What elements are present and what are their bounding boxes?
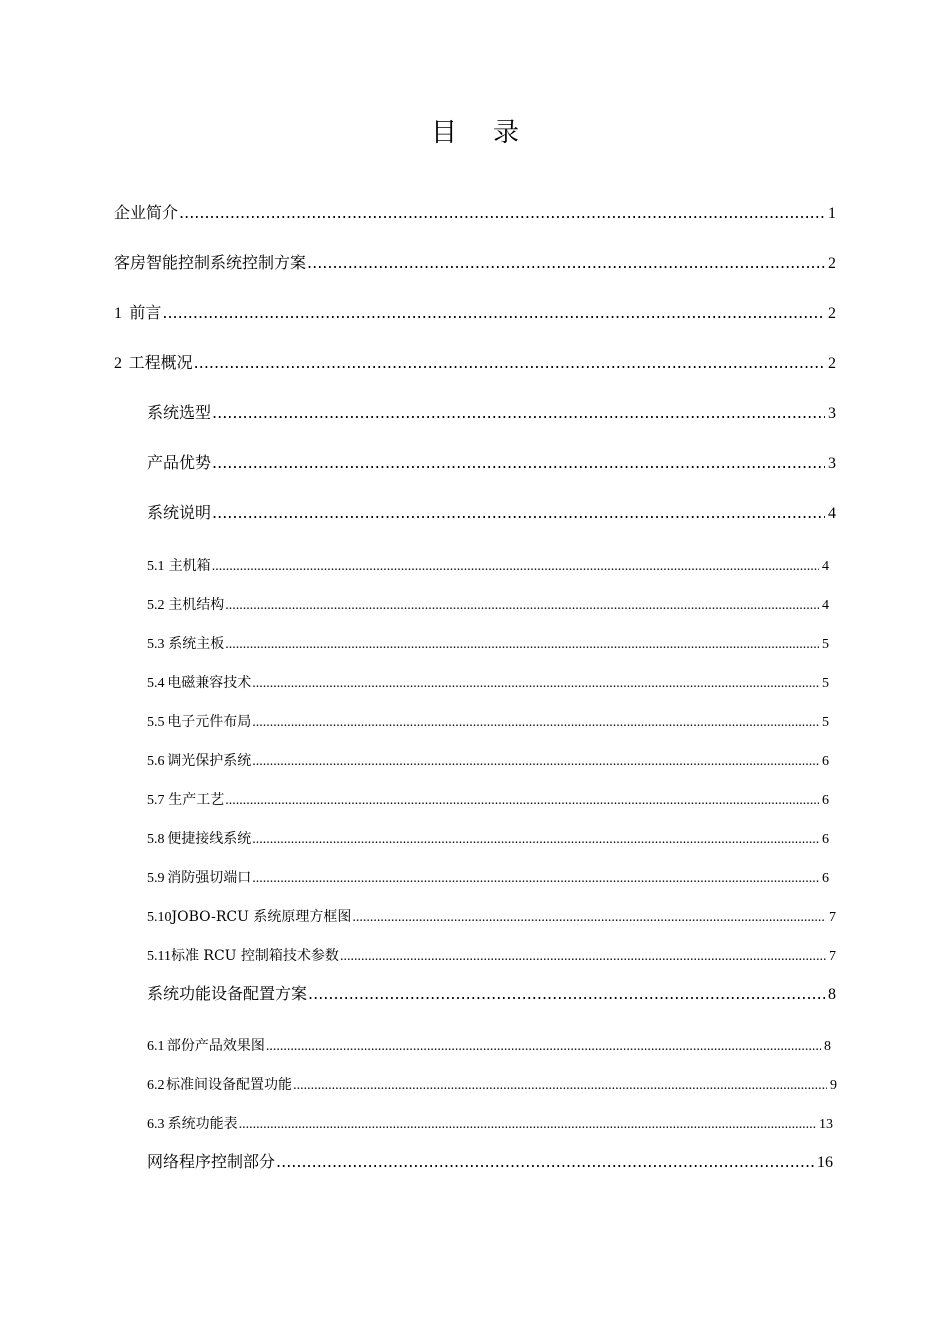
toc-entry-number: 5.11 bbox=[147, 949, 171, 964]
toc-entry-number: 5.1 bbox=[147, 559, 165, 574]
toc-entry-label: 企业简介 bbox=[114, 203, 179, 222]
toc-leader-dots bbox=[308, 984, 825, 1003]
toc-entry-page: 4 bbox=[822, 559, 829, 574]
toc-leader-dots bbox=[194, 353, 825, 372]
toc-entry-number: 5.6 bbox=[147, 754, 165, 769]
toc-entry-page: 9 bbox=[830, 1078, 837, 1093]
toc-leader-dots bbox=[293, 1078, 827, 1094]
toc-entry-page: 8 bbox=[824, 1039, 831, 1054]
toc-entry-page: 3 bbox=[828, 405, 836, 422]
toc-entry-number: 5.4 bbox=[147, 676, 165, 691]
toc-entry[interactable] bbox=[114, 300, 836, 323]
toc-entry-page: 6 bbox=[822, 793, 829, 808]
toc-entry-page: 8 bbox=[828, 986, 836, 1003]
toc-entry-page: 7 bbox=[829, 910, 836, 925]
toc-entry-page: 6 bbox=[822, 832, 829, 847]
toc-leader-dots bbox=[225, 598, 819, 614]
toc-entry-page: 6 bbox=[822, 754, 829, 769]
toc-entry-label: 网络程序控制部分 bbox=[147, 1152, 276, 1171]
toc-entry-label: 系统功能设备配置方案 bbox=[147, 984, 308, 1003]
toc-leader-dots bbox=[276, 1152, 814, 1171]
toc-leader-dots bbox=[212, 453, 825, 472]
toc-leader-dots bbox=[162, 303, 825, 322]
toc-entry-number: 5.9 bbox=[147, 871, 165, 886]
toc-entry-label: 系统选型 bbox=[147, 403, 212, 422]
toc-leader-dots bbox=[212, 559, 819, 575]
toc-entry[interactable] bbox=[147, 750, 829, 770]
toc-entry-label: 主机箱 bbox=[168, 558, 211, 574]
toc-entry-number: 2 bbox=[114, 355, 122, 372]
toc-entry[interactable] bbox=[147, 1113, 833, 1133]
toc-leader-dots bbox=[352, 910, 826, 926]
toc-entry-label: 客房智能控制系统控制方案 bbox=[114, 253, 307, 272]
toc-entry[interactable] bbox=[147, 500, 836, 523]
toc-entry-page: 4 bbox=[822, 598, 829, 613]
toc-entry[interactable] bbox=[147, 450, 836, 473]
toc-entry-number: 1 bbox=[114, 305, 122, 322]
toc-leader-dots bbox=[252, 832, 819, 848]
toc-leader-dots bbox=[252, 754, 819, 770]
toc-entry-number: 6.1 bbox=[147, 1039, 165, 1054]
toc-entry[interactable] bbox=[147, 594, 829, 614]
toc-leader-dots bbox=[252, 871, 819, 887]
toc-entry[interactable] bbox=[114, 200, 836, 223]
toc-leader-dots bbox=[239, 1117, 816, 1133]
toc-entry-page: 2 bbox=[828, 255, 836, 272]
toc-leader-dots bbox=[225, 793, 819, 809]
toc-entry-page: 7 bbox=[829, 949, 836, 964]
toc-entry[interactable] bbox=[147, 672, 829, 692]
toc-entry[interactable] bbox=[147, 789, 829, 809]
toc-entry-label: 系统说明 bbox=[147, 503, 212, 522]
toc-leader-dots bbox=[266, 1039, 821, 1055]
toc-entry-label: 前言 bbox=[129, 303, 162, 322]
toc-entry[interactable] bbox=[147, 981, 836, 1004]
toc-entry-number: 6.3 bbox=[147, 1117, 165, 1132]
toc-entry[interactable] bbox=[147, 1035, 831, 1055]
toc-leader-dots bbox=[212, 403, 825, 422]
toc-entry-number: 5.5 bbox=[147, 715, 165, 730]
toc-entry-label: 消防强切端口 bbox=[167, 870, 252, 886]
toc-leader-dots bbox=[212, 503, 825, 522]
toc-entry[interactable] bbox=[114, 250, 836, 273]
toc-entry-page: 1 bbox=[828, 205, 836, 222]
title-char-1: 目 bbox=[430, 118, 457, 148]
toc-entry-label: 标准间设备配置功能 bbox=[166, 1077, 293, 1093]
toc-entry[interactable] bbox=[147, 906, 836, 926]
toc-leader-dots bbox=[225, 637, 819, 653]
toc-entry-number: 5.3 bbox=[147, 637, 165, 652]
toc-entry-label: 系统功能表 bbox=[167, 1116, 238, 1132]
toc-entry[interactable] bbox=[147, 400, 836, 423]
toc-entry-page: 5 bbox=[822, 637, 829, 652]
toc-entry-page: 2 bbox=[828, 305, 836, 322]
toc-entry-number: 5.10 bbox=[147, 910, 172, 925]
toc-entry-page: 5 bbox=[822, 676, 829, 691]
toc-entry-number: 5.2 bbox=[147, 598, 165, 613]
toc-entry-label: 产品优势 bbox=[147, 453, 212, 472]
toc-entry-label: 生产工艺 bbox=[168, 792, 225, 808]
toc-leader-dots bbox=[340, 949, 826, 965]
toc-entry[interactable] bbox=[147, 1149, 833, 1172]
toc-entry-number: 6.2 bbox=[147, 1078, 165, 1093]
toc-entry-label: 电磁兼容技术 bbox=[167, 675, 252, 691]
page-title bbox=[0, 112, 950, 149]
toc-leader-dots bbox=[252, 715, 819, 731]
toc-entry-label: 部份产品效果图 bbox=[166, 1038, 265, 1054]
toc-entry[interactable] bbox=[147, 711, 829, 731]
toc-entry-number: 5.7 bbox=[147, 793, 165, 808]
toc-entry[interactable] bbox=[147, 1074, 837, 1094]
toc-entry-label: 调光保护系统 bbox=[167, 753, 252, 769]
toc-entry-label: 工程概况 bbox=[128, 353, 193, 372]
toc-entry[interactable] bbox=[147, 945, 836, 965]
toc-entry[interactable] bbox=[147, 867, 829, 887]
toc-entry-number: 5.8 bbox=[147, 832, 165, 847]
toc-entry-page: 4 bbox=[828, 505, 836, 522]
toc-entry-page: 5 bbox=[822, 715, 829, 730]
toc-entry-page: 2 bbox=[828, 355, 836, 372]
toc-entry-label: 系统主板 bbox=[168, 636, 225, 652]
toc-entry[interactable] bbox=[147, 555, 829, 575]
toc-entry-page: 6 bbox=[822, 871, 829, 886]
toc-entry-label: 主机结构 bbox=[168, 597, 225, 613]
toc-leader-dots bbox=[179, 203, 825, 222]
toc-entry-label: 电子元件布局 bbox=[167, 714, 252, 730]
title-char-2: 录 bbox=[493, 118, 520, 148]
toc-leader-dots bbox=[307, 253, 825, 272]
toc-entry-page: 13 bbox=[819, 1117, 833, 1132]
toc-entry-label: JOBO-RCU 系统原理方框图 bbox=[171, 909, 352, 925]
toc-entry-label: 标准 RCU 控制箱技术参数 bbox=[170, 948, 339, 964]
toc-entry-label: 便捷接线系统 bbox=[167, 831, 252, 847]
toc-entry[interactable] bbox=[147, 828, 829, 848]
toc-entry-page: 3 bbox=[828, 455, 836, 472]
toc-leader-dots bbox=[252, 676, 819, 692]
toc-entry[interactable] bbox=[147, 633, 829, 653]
toc-entry[interactable] bbox=[114, 350, 836, 373]
toc-entry-page: 16 bbox=[817, 1154, 833, 1171]
